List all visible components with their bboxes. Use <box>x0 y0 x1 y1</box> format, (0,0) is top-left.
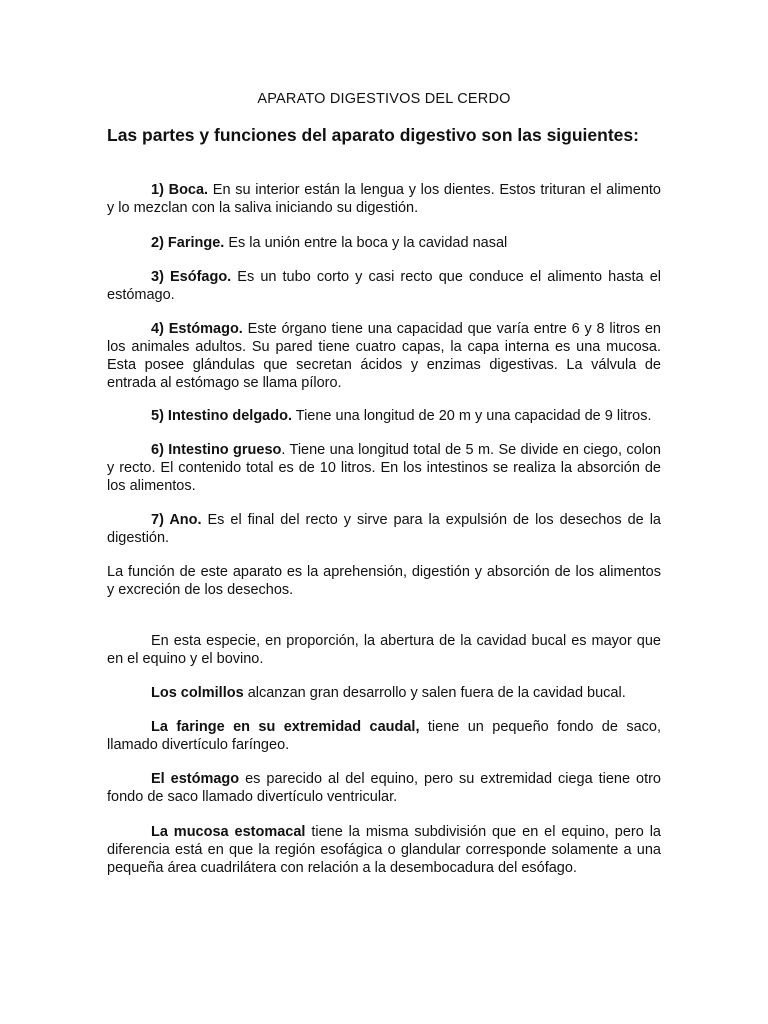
part-intestino-delgado <box>107 407 661 425</box>
note-label: Los colmillos <box>151 685 244 701</box>
part-label: 7) Ano. <box>151 512 202 528</box>
part-boca <box>107 181 661 217</box>
document-title: APARATO DIGESTIVOS DEL CERDO <box>257 91 511 107</box>
note-faringe <box>107 718 661 754</box>
note-text: es parecido al del equino, pero su extremidad ciega tiene otro fondo de saco llamado divertículo ventricular. <box>107 771 661 805</box>
part-text: Es un tubo corto y casi recto que conduce el alimento hasta el estómago. <box>107 269 661 303</box>
note-text: tiene la misma subdivisión que en el equino, pero la diferencia está en que la región esofágica o glandular corresponde solamente a una pequeña área cuadrilátera con relación a la desembocadura del esófago. <box>107 824 661 876</box>
part-text: Es el final del recto y sirve para la expulsión de los desechos de la digestión. <box>107 512 661 546</box>
part-text: En su interior están la lengua y los dientes. Estos trituran el alimento y lo mezclan con la saliva iniciando su digestión. <box>107 182 661 216</box>
note-label: La mucosa estomacal <box>151 824 306 840</box>
part-label: 6) Intestino grueso <box>151 442 282 458</box>
note-estomago <box>107 770 661 806</box>
part-text: Es la unión entre la boca y la cavidad nasal <box>224 235 508 251</box>
part-text: Tiene una longitud de 20 m y una capacidad de 9 litros. <box>291 408 652 424</box>
function-paragraph: La función de este aparato es la aprehensión, digestión y absorción de los alimentos y excreción de los desechos. <box>107 564 661 598</box>
note-text: tiene un pequeño fondo de saco, llamado divertículo faríngeo. <box>107 719 661 753</box>
part-text: Este órgano tiene una capacidad que varía entre 6 y 8 litros en los animales adultos. Su pared tiene cuatro capas, la capa interna es una mucosa. Esta posee glándulas que secretan ácidos y enzimas digestivas. La válvula de entrada al estómago se llama píloro. <box>107 321 661 391</box>
part-esofago <box>107 268 661 304</box>
part-estomago <box>107 320 661 392</box>
part-ano <box>107 511 661 547</box>
part-label: 5) Intestino delgado. <box>151 408 292 424</box>
species-paragraph: En esta especie, en proporción, la abertura de la cavidad bucal es mayor que en el equino y el bovino. <box>107 633 661 667</box>
part-text: . Tiene una longitud total de 5 m. Se divide en ciego, colon y recto. El contenido total es de 10 litros. En los intestinos se realiza la absorción de los alimentos. <box>107 442 661 494</box>
intro-heading: Las partes y funciones del aparato digestivo son las siguientes: <box>107 125 639 145</box>
part-label: 1) Boca. <box>151 182 209 198</box>
note-label: La faringe en su extremidad caudal, <box>151 719 420 735</box>
note-mucosa <box>107 823 661 877</box>
part-intestino-grueso <box>107 441 661 495</box>
part-faringe <box>107 234 661 252</box>
part-label: 2) Faringe. <box>151 235 225 251</box>
note-label: El estómago <box>151 771 240 787</box>
part-label: 4) Estómago. <box>151 321 243 337</box>
part-label: 3) Esófago. <box>151 269 232 285</box>
note-text: alcanzan gran desarrollo y salen fuera de la cavidad bucal. <box>243 685 626 701</box>
note-colmillos <box>107 684 661 702</box>
